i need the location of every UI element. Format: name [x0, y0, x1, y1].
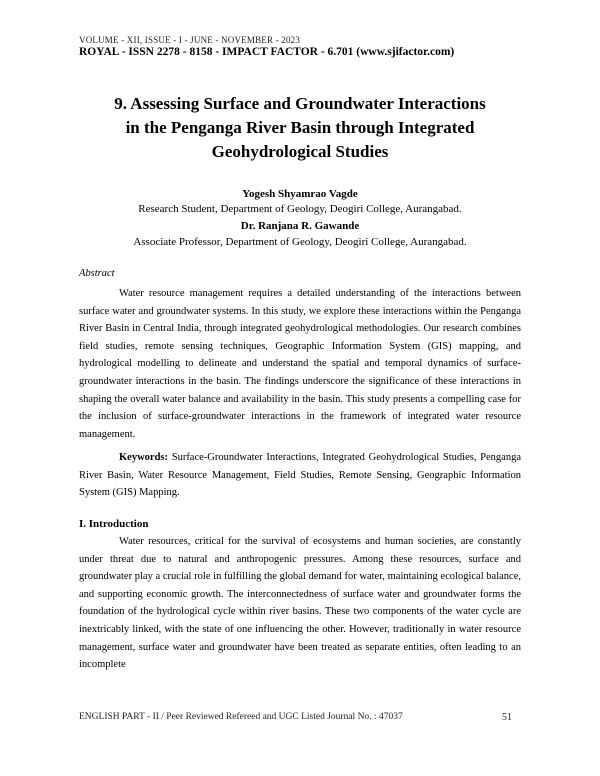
keywords-label: Keywords:: [119, 452, 168, 463]
journal-issn-line: ROYAL - ISSN 2278 - 8158 - IMPACT FACTOR - 6.701 (www.sjifactor.com): [79, 46, 455, 58]
article-title-line: in the Penganga River Basin through Integrated: [125, 118, 475, 137]
footer-journal-info: ENGLISH PART - II / Peer Reviewed Refereed and UGC Listed Journal No. : 47037: [79, 712, 403, 722]
introduction-text: Water resources, critical for the survival of ecosystems and human societies, are constantly under threat due to natural and anthropogenic pressures. Among these resources, surface and groundwater play a crucial role in fulfilling the global demand for water, maintaining ecological balance, and supporting economic growth. The interconnectedness of surface water and groundwater forms the foundation of the hydrological cycle within river basins. These two components of the water cycle are inextricably linked, with the state of one influencing the other. However, traditionally in water resource management, surface water and groundwater have been treated as separate entities, often leading to an incomplete: [79, 536, 521, 671]
author-name: Dr. Ranjana R. Gawande: [240, 220, 360, 232]
author-affiliation: Research Student, Department of Geology, Deogiri College, Aurangabad.: [138, 203, 462, 215]
abstract-text: Water resource management requires a detailed understanding of the interactions between surface water and groundwater systems. In this study, we explore these interactions within the Penganga River Basin in Central India, through integrated geohydrological methodologies. Our research combines field studies, remote sensing techniques, Geographic Information System (GIS) mapping, and hydrological modelling to delineate and understand the spatial and temporal dynamics of surface-groundwater interactions in the basin. The findings underscore the significance of these interactions in shaping the overall water balance and availability in the basin. This study presents a compelling case for the inclusion of surface-groundwater interactions in the framework of integrated water resource management.: [79, 288, 521, 440]
author-name: Yogesh Shyamrao Vagde: [242, 188, 358, 200]
journal-volume-line: VOLUME - XII, ISSUE - I - JUNE - NOVEMBER - 2023: [79, 35, 301, 45]
author-affiliation: Associate Professor, Department of Geology, Deogiri College, Aurangabad.: [133, 236, 467, 248]
keywords-text: Surface-Groundwater Interactions, Integrated Geohydrological Studies, Penganga River Basin, Water Resource Management, Field Studies, Remote Sensing, Geographic Information System (GIS) Mapping.: [79, 452, 521, 499]
page-number: 51: [502, 712, 512, 723]
article-title: [70, 92, 530, 164]
abstract-label: Abstract: [79, 268, 115, 279]
keywords-paragraph: [79, 449, 521, 502]
article-title-line: 9. Assessing Surface and Groundwater Interactions: [114, 94, 486, 113]
article-title-line: Geohydrological Studies: [211, 142, 389, 161]
introduction-heading: I. Introduction: [79, 518, 149, 530]
